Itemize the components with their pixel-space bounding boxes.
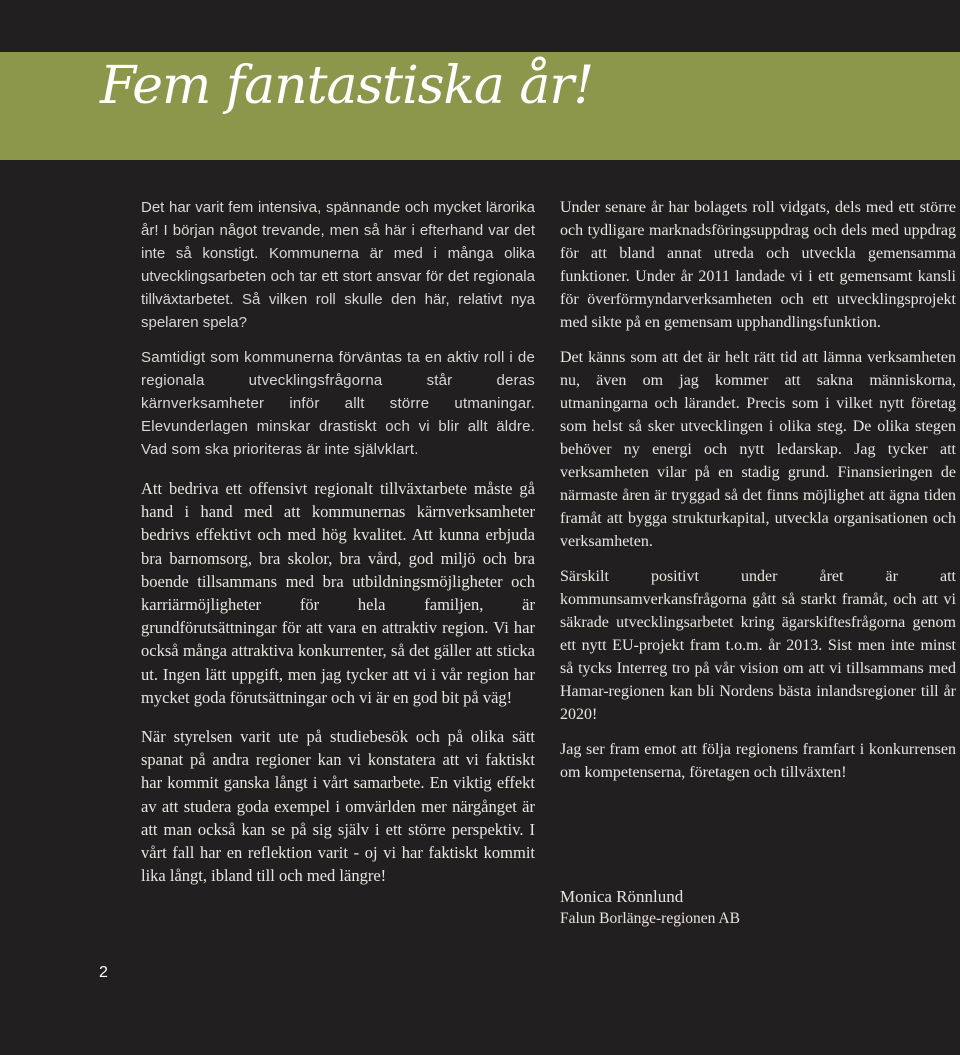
paragraph: När styrelsen varit ute på studiebesök och på olika sätt spanat på andra regioner kan vi konstatera att vi faktiskt har kommit ganska långt i vårt samarbete. En viktig effekt av att studera goda exempel i omvärlden mer närgånget är att man också kan se på sig själv i ett större perspektiv. I vårt fall har en reflektion varit - oj vi har faktiskt kommit lika långt, ibland till och med längre!: [141, 727, 535, 886]
page-title: Fem fantastiska år!: [100, 56, 594, 116]
paragraph: Jag ser fram emot att följa regionens framfart i konkurrensen om kompetenserna, företagen och tillväxten!: [560, 741, 956, 781]
paragraph: Det har varit fem intensiva, spännande och mycket lärorika år! I början något trevande, men så här i efterhand var det inte så konstigt. Kommunerna är med i många olika utvecklingsarbeten och tar ett stort ansvar för det regionala tillväxtarbetet. Så vilken roll skulle den här, relativt nya spelaren spela?: [141, 199, 535, 331]
left-column: [141, 196, 535, 899]
paragraph: Särskilt positivt under året är att kommunsamverkansfrågorna gått så starkt framåt, och att vi säkrade utvecklingsarbetet kring ägarskiftesfrågorna genom ett nytt EU-projekt fram t.o.m. år 2013. Sist men inte minst så tycks Interreg tro på vår vision om att vi tillsammans med Hamar-regionen kan bli Nordens bästa inlandsregioner till år 2020!: [560, 568, 956, 723]
paragraph: Under senare år har bolagets roll vidgats, dels med ett större och tydligare marknadsföringsuppdrag och dels med uppdrag för att bland annat utreda och utveckla gemensamma funktioner. Under år 2011 landade vi i ett gemensamt kansli för överförmyndarverksamheten och ett utvecklingsprojekt med sikte på en gemensam upphandlingsfunktion.: [560, 199, 956, 331]
paragraph: Samtidigt som kommunerna förväntas ta en aktiv roll i de regionala utvecklingsfrågorna står deras kärnverksamheter inför allt större utmaningar. Elevunderlagen minskar drastiskt och vi blir allt äldre. Vad som ska prioriteras är inte självklart.: [141, 349, 535, 458]
paragraph: Det känns som att det är helt rätt tid att lämna verksamheten nu, även om jag kommer att sakna människorna, utmaningarna och lärandet. Precis som i vilket nytt företag som helst så sker utvecklingen i olika steg. De olika stegen behöver ny energi och nytt ledarskap. Jag tycker att verksamheten vilar på en stadig grund. Finansieringen de närmaste åren är tryggad så det finns möjlighet att ägna tiden framåt att bygga strukturkapital, utveckla organisationen och verksamheten.: [560, 349, 956, 550]
page-number: 2: [99, 964, 108, 981]
paragraph: Att bedriva ett offensivt regionalt tillväxtarbete måste gå hand i hand med att kommunernas kärnverksamheter bedrivs effektivt och med hög kvalitet. Att kunna erbjuda bra barnomsorg, bra skolor, bra vård, god miljö och bra boende tillsammans med bra utbildningsmöjligheter och karriärmöjligheter för hela familjen, är grundförutsättningar för att vara en attraktiv region. Vi har också många attraktiva konkurrenter, så det gäller att sticka ut. Ingen lätt uppgift, men jag tycker att vi i vår region har mycket goda förutsättningar och vi är en god bit på väg!: [141, 479, 535, 707]
signature-organization: Falun Borlänge-regionen AB: [560, 910, 740, 927]
signature-block: [560, 886, 740, 930]
signature-name: Monica Rönnlund: [560, 887, 684, 906]
right-column: [560, 196, 956, 796]
